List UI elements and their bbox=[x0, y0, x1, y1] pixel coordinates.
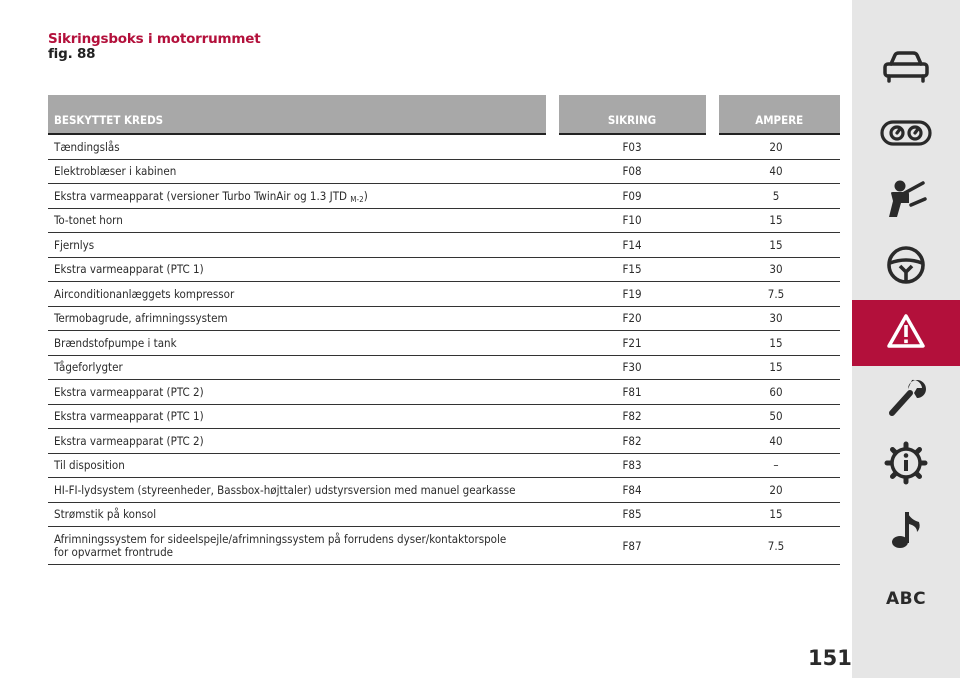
fuse-cell: F09 bbox=[552, 184, 712, 209]
table-row bbox=[48, 134, 840, 159]
seatbelt-passenger-icon bbox=[883, 179, 929, 223]
sidebar-item-car[interactable] bbox=[852, 36, 960, 102]
ampere-cell: 7.5 bbox=[712, 527, 840, 565]
circuit-cell: Til disposition bbox=[48, 453, 552, 478]
ampere-cell: 60 bbox=[712, 380, 840, 405]
circuit-cell: Tændingslås bbox=[48, 134, 552, 159]
ampere-cell: 30 bbox=[712, 306, 840, 331]
music-note-icon bbox=[889, 508, 923, 554]
ampere-cell: 20 bbox=[712, 478, 840, 503]
circuit-text: Ekstra varmeapparat (versioner Turbo TwinAir og 1.3 JTD bbox=[54, 188, 347, 203]
circuit-cell: Ekstra varmeapparat (PTC 2) bbox=[48, 429, 552, 454]
fuse-cell: F81 bbox=[552, 380, 712, 405]
table-row bbox=[48, 306, 840, 331]
circuit-cell: Fjernlys bbox=[48, 233, 552, 258]
ampere-cell: 15 bbox=[712, 355, 840, 380]
ampere-cell: 15 bbox=[712, 502, 840, 527]
header-circuit: BESKYTTET KREDS bbox=[48, 95, 552, 134]
steering-wheel-icon bbox=[885, 244, 927, 290]
table-row bbox=[48, 429, 840, 454]
ampere-cell: 5 bbox=[712, 184, 840, 209]
fuse-cell: F82 bbox=[552, 404, 712, 429]
dashboard-gauges-icon bbox=[880, 118, 932, 152]
circuit-cell: To-tonet horn bbox=[48, 208, 552, 233]
sidebar-item-emergency[interactable] bbox=[852, 300, 960, 366]
fuse-cell: F10 bbox=[552, 208, 712, 233]
circuit-cell: Ekstra varmeapparat (PTC 1) bbox=[48, 404, 552, 429]
fuse-cell: F14 bbox=[552, 233, 712, 258]
warning-triangle-icon bbox=[886, 313, 926, 353]
fuse-cell: F30 bbox=[552, 355, 712, 380]
sidebar-item-multimedia[interactable] bbox=[852, 498, 960, 564]
section-heading bbox=[48, 31, 260, 62]
ampere-cell: – bbox=[712, 453, 840, 478]
circuit-cell: Brændstofpumpe i tank bbox=[48, 331, 552, 356]
fuse-cell: F82 bbox=[552, 429, 712, 454]
ampere-cell: 20 bbox=[712, 134, 840, 159]
table-row bbox=[48, 478, 840, 503]
ampere-cell: 15 bbox=[712, 208, 840, 233]
figure-reference: fig. 88 bbox=[48, 46, 96, 62]
table-row bbox=[48, 208, 840, 233]
ampere-cell: 40 bbox=[712, 429, 840, 454]
table-row bbox=[48, 184, 840, 209]
sidebar-item-maintenance[interactable] bbox=[852, 366, 960, 432]
header-ampere: AMPERE bbox=[712, 95, 840, 134]
table-row bbox=[48, 380, 840, 405]
fuse-table bbox=[48, 95, 840, 565]
fuse-cell: F85 bbox=[552, 502, 712, 527]
car-icon bbox=[881, 50, 931, 88]
fuse-cell: F20 bbox=[552, 306, 712, 331]
table-row bbox=[48, 502, 840, 527]
table-row bbox=[48, 355, 840, 380]
circuit-cell: Strømstik på konsol bbox=[48, 502, 552, 527]
fuse-cell: F87 bbox=[552, 527, 712, 565]
circuit-cell: Ekstra varmeapparat (PTC 1) bbox=[48, 257, 552, 282]
circuit-cell bbox=[48, 184, 552, 209]
table-row bbox=[48, 331, 840, 356]
wrench-icon bbox=[884, 375, 928, 423]
table-row bbox=[48, 233, 840, 258]
ampere-cell: 40 bbox=[712, 159, 840, 184]
table-row bbox=[48, 404, 840, 429]
table-row bbox=[48, 282, 840, 307]
subscript-text: M-2 bbox=[350, 194, 364, 204]
circuit-cell bbox=[48, 527, 552, 565]
table-row bbox=[48, 159, 840, 184]
ampere-cell: 50 bbox=[712, 404, 840, 429]
table-row bbox=[48, 527, 840, 565]
circuit-cell: Ekstra varmeapparat (PTC 2) bbox=[48, 380, 552, 405]
fuse-cell: F21 bbox=[552, 331, 712, 356]
chapter-sidebar bbox=[852, 0, 960, 678]
info-gear-icon bbox=[884, 441, 928, 489]
circuit-cell: Elektroblæser i kabinen bbox=[48, 159, 552, 184]
ampere-cell: 15 bbox=[712, 331, 840, 356]
fuse-cell: F15 bbox=[552, 257, 712, 282]
sidebar-item-technical[interactable] bbox=[852, 432, 960, 498]
page-number: 151 bbox=[808, 646, 852, 670]
fuse-cell: F19 bbox=[552, 282, 712, 307]
circuit-cell: Airconditionanlæggets kompressor bbox=[48, 282, 552, 307]
ampere-cell: 7.5 bbox=[712, 282, 840, 307]
sidebar-item-index[interactable] bbox=[852, 566, 960, 632]
circuit-cell: Tågeforlygter bbox=[48, 355, 552, 380]
fuse-cell: F03 bbox=[552, 134, 712, 159]
ampere-cell: 30 bbox=[712, 257, 840, 282]
table-header-row bbox=[48, 95, 840, 134]
table-row bbox=[48, 453, 840, 478]
sidebar-item-dashboard[interactable] bbox=[852, 102, 960, 168]
header-fuse: SIKRING bbox=[552, 95, 712, 134]
index-label: ABC bbox=[885, 589, 927, 609]
sidebar-item-driving[interactable] bbox=[852, 234, 960, 300]
section-title: Sikringsboks i motorrummet bbox=[48, 31, 261, 47]
fuse-cell: F84 bbox=[552, 478, 712, 503]
sidebar-item-safety[interactable] bbox=[852, 168, 960, 234]
fuse-cell: F08 bbox=[552, 159, 712, 184]
circuit-text-line1: Afrimningssystem for sideelspejle/afrimningssystem på forrudens dyser/kontaktorspole bbox=[54, 531, 507, 546]
closing-paren: ) bbox=[363, 188, 368, 203]
fuse-cell: F83 bbox=[552, 453, 712, 478]
circuit-cell: Termobagrude, afrimningssystem bbox=[48, 306, 552, 331]
table-row bbox=[48, 257, 840, 282]
circuit-cell: HI-FI-lydsystem (styreenheder, Bassbox-højttaler) udstyrsversion med manuel gearkasse bbox=[48, 478, 552, 503]
circuit-text-line2: for opvarmet frontrude bbox=[54, 544, 174, 559]
ampere-cell: 15 bbox=[712, 233, 840, 258]
